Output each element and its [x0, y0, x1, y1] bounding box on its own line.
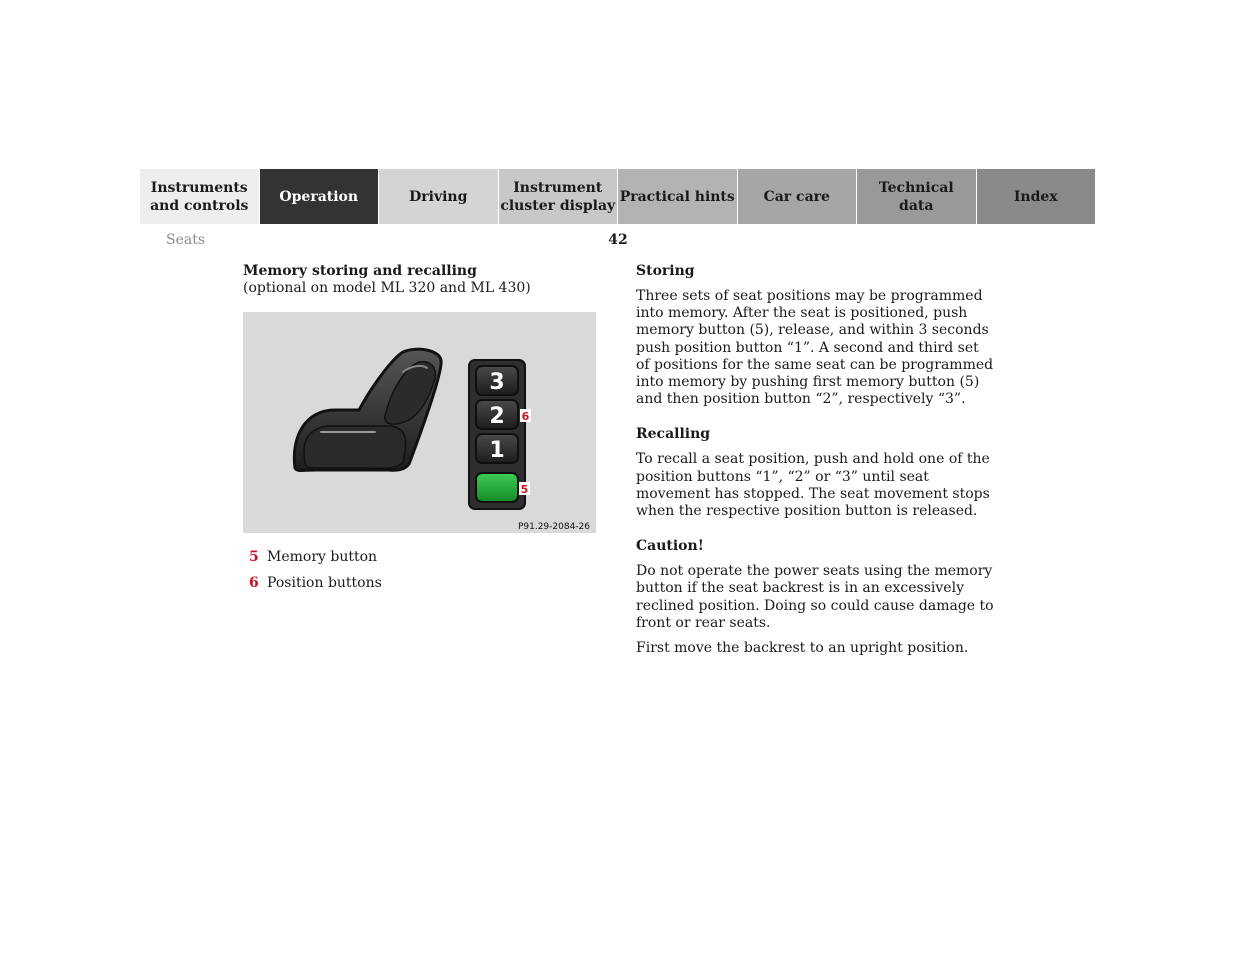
page-number: 42	[608, 232, 628, 248]
tab-operation[interactable]: Operation	[260, 169, 380, 224]
memory-button	[476, 473, 518, 502]
legend-text: Position buttons	[267, 575, 382, 591]
memory-button-panel	[469, 360, 525, 509]
chapter-tabs	[140, 169, 1095, 224]
tab-instrument-cluster-display[interactable]: Instrument cluster display	[499, 169, 619, 224]
tab-index[interactable]: Index	[977, 169, 1096, 224]
seat-switch-icon	[294, 349, 441, 470]
caution-heading: Caution!	[636, 538, 704, 555]
legend-number: 5	[249, 549, 259, 565]
right-column	[636, 263, 996, 665]
figure-code: P91.29-2084-26	[517, 522, 590, 532]
figure-legend	[249, 548, 589, 600]
section-heading: Memory storing and recalling	[243, 263, 477, 279]
caution-text: Do not operate the power seats using the memory button if the seat backrest is in an excessively reclined position. Doing so could cause damage to front or rear seats.	[636, 563, 994, 631]
legend-text: Memory button	[267, 549, 378, 565]
left-column	[243, 263, 603, 297]
tab-car-care[interactable]: Car care	[738, 169, 858, 224]
position-button-1-label: 1	[489, 438, 505, 463]
tab-technical-data[interactable]: Technical data	[857, 169, 977, 224]
tab-driving[interactable]: Driving	[379, 169, 499, 224]
legend-number: 6	[249, 575, 259, 591]
legend-item	[249, 548, 589, 566]
callout-5: 5	[520, 483, 529, 496]
position-button-2-label: 2	[489, 404, 505, 429]
section-label: Seats	[166, 232, 206, 248]
tab-practical-hints[interactable]: Practical hints	[618, 169, 738, 224]
recalling-text: To recall a seat position, push and hold one of the position buttons “1”, “2” or “3” until seat movement has stopped. The seat movement stops when the respective position button is released.	[636, 451, 990, 520]
recalling-heading: Recalling	[636, 426, 711, 443]
storing-heading: Storing	[636, 263, 695, 279]
seat-memory-illustration	[243, 312, 596, 533]
callout-6: 6	[521, 410, 530, 423]
legend-item	[249, 574, 589, 592]
caution-instruction: First move the backrest to an upright position.	[636, 640, 969, 657]
position-button-3-label: 3	[489, 370, 505, 395]
section-subheading: (optional on model ML 320 and ML 430)	[243, 280, 531, 296]
storing-text: Three sets of seat positions may be programmed into memory. After the seat is positioned, push memory button (5), release, and within 3 seconds push position button “1”. A second and third set of positions for the same seat can be programmed into memory by pushing first memory button (5) and then position button “2”, respectively “3”.	[636, 288, 994, 408]
tab-instruments-and-controls[interactable]: Instruments and controls	[140, 169, 260, 224]
